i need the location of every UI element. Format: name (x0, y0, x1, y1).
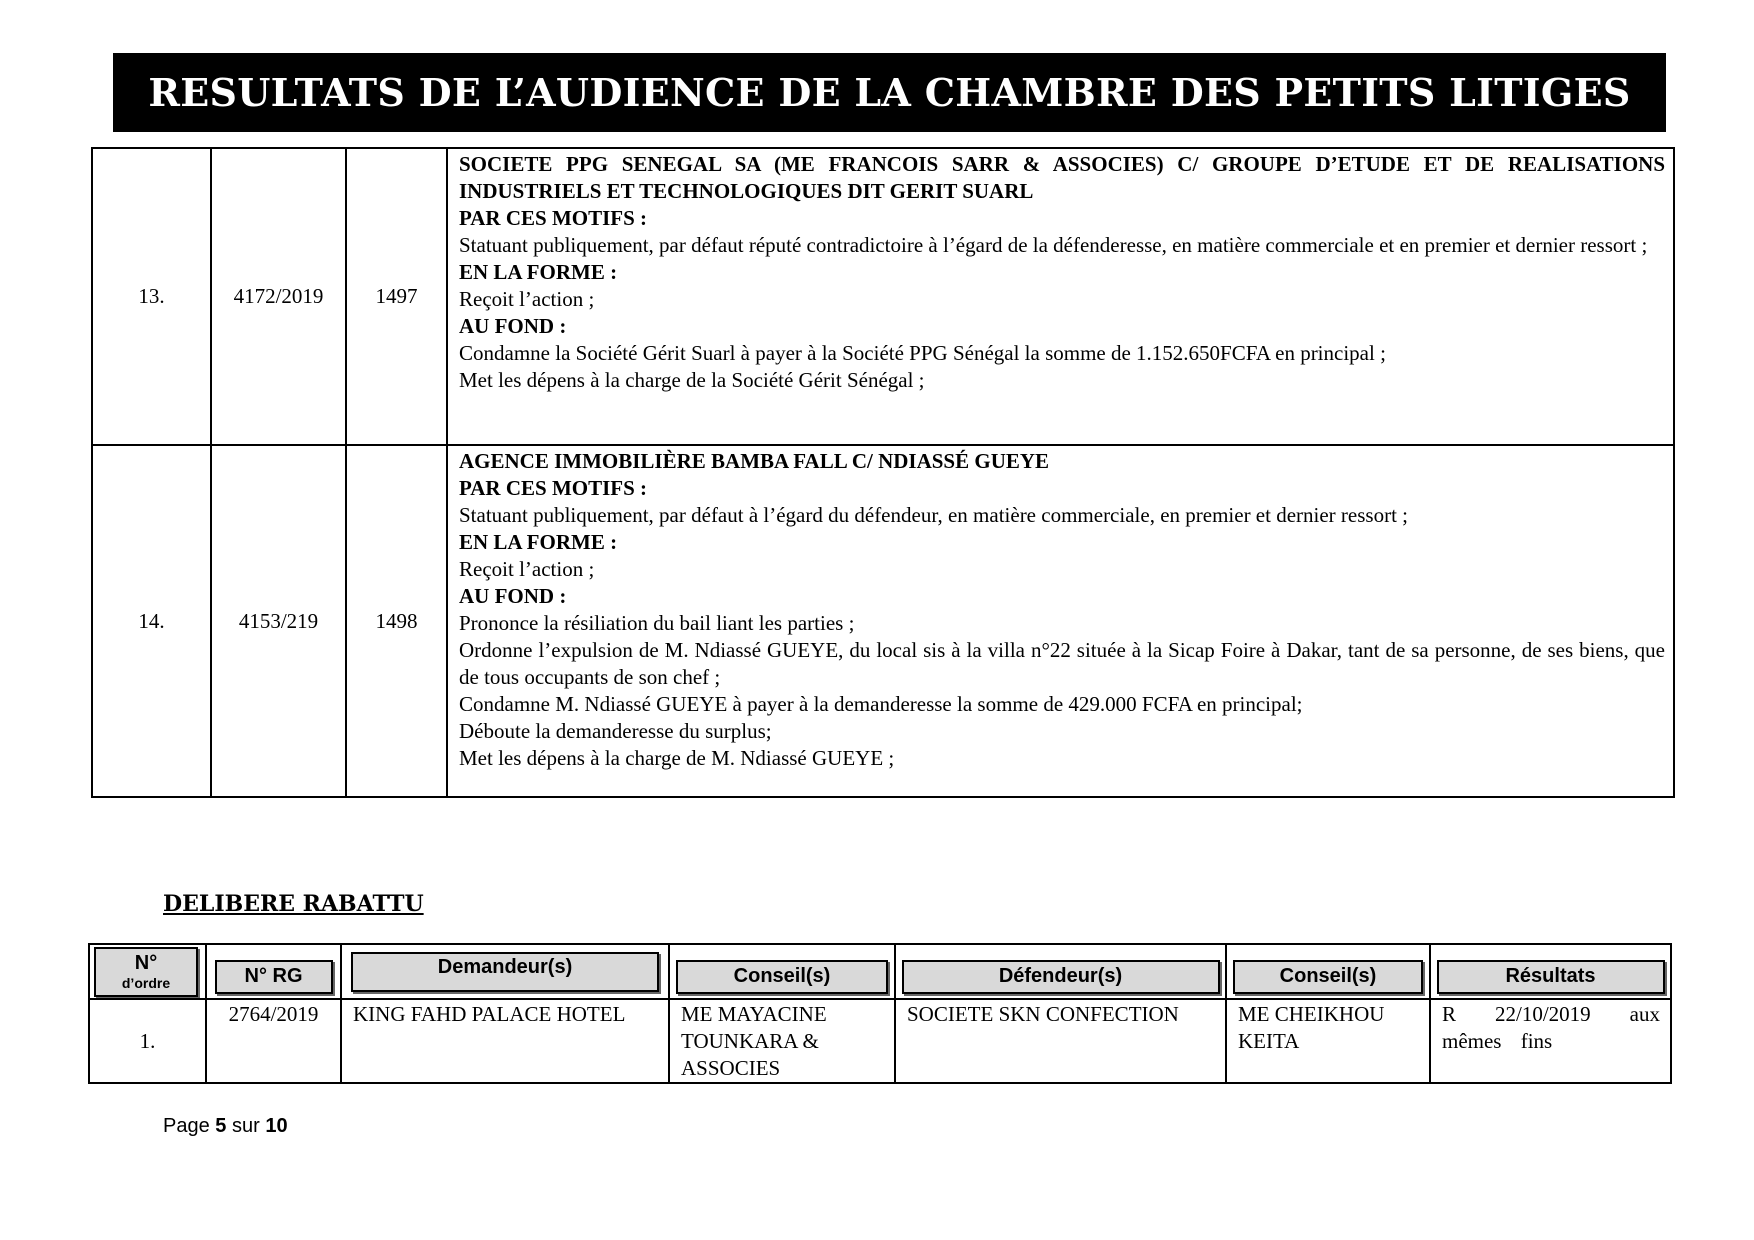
header-resultats: Résultats (1437, 960, 1665, 994)
case-rg: 4153/219 (211, 445, 346, 797)
header-defendeur: Défendeur(s) (902, 960, 1220, 994)
forme-text: Reçoit l’action ; (459, 557, 595, 581)
fond-line: Prononce la résiliation du bail liant les parties ; (459, 611, 855, 635)
header-conseil-demandeur: Conseil(s) (676, 960, 888, 994)
motifs-heading: PAR CES MOTIFS : (459, 476, 648, 500)
fond-line: Déboute la demanderesse du surplus; (459, 719, 772, 743)
forme-text: Reçoit l’action ; (459, 287, 595, 311)
table-header-row (89, 944, 1671, 999)
statuant-text: Statuant publiquement, par défaut réputé contradictoire à l’égard de la défenderesse, en matière commerciale et en premier et dernier ressort ; (459, 233, 1648, 257)
page-footer (163, 1115, 288, 1138)
footer-page-total: 10 (265, 1115, 288, 1137)
table-row (89, 999, 1671, 1083)
page-title: RESULTATS DE L’AUDIENCE DE LA CHAMBRE DES PETITS LITIGES (148, 70, 1631, 115)
case-parties: SOCIETE PPG SENEGAL SA (ME FRANCOIS SARR & ASSOCIES) C/ GROUPE D’ETUDE ET DE REALISATIONS INDUSTRIELS ET TECHNOLOGIQUES DIT GERIT SUARL (459, 152, 1665, 203)
footer-of-word: sur (231, 1115, 260, 1137)
forme-heading: EN LA FORME : (459, 260, 618, 284)
fond-heading: AU FOND : (459, 314, 567, 338)
forme-heading: EN LA FORME : (459, 530, 618, 554)
case-rg: 4172/2019 (211, 148, 346, 445)
header-ordre (94, 947, 198, 997)
header-cell (1226, 944, 1430, 999)
fond-line: Met les dépens à la charge de la Société Gérit Sénégal ; (459, 368, 925, 392)
header-cell (89, 944, 206, 999)
results-table (91, 147, 1675, 798)
header-ordre-label: N° (134, 952, 158, 974)
fond-line: Ordonne l’expulsion de M. Ndiassé GUEYE, du local sis à la villa n°22 située à la Sicap Foire à Dakar, tant de sa personne, de ses biens, que de tous occupants de son chef ; (459, 638, 1665, 689)
table-row (92, 445, 1674, 797)
header-cell (895, 944, 1226, 999)
header-cell (1430, 944, 1671, 999)
header-cell (341, 944, 669, 999)
cell-rg: 2764/2019 (206, 999, 341, 1083)
motifs-heading: PAR CES MOTIFS : (459, 206, 648, 230)
statuant-text: Statuant publiquement, par défaut à l’égard du défendeur, en matière commerciale, en premier et dernier ressort ; (459, 503, 1408, 527)
header-demandeur: Demandeur(s) (351, 952, 659, 992)
table-row (92, 148, 1674, 445)
cell-conseil-demandeur: ME MAYACINE TOUNKARA & ASSOCIES (669, 999, 895, 1083)
case-decision (447, 148, 1674, 445)
fond-line: Condamne la Société Gérit Suarl à payer à la Société PPG Sénégal la somme de 1.152.650FCFA en principal ; (459, 341, 1386, 365)
case-repertoire: 1497 (346, 148, 447, 445)
case-repertoire: 1498 (346, 445, 447, 797)
case-parties: AGENCE IMMOBILIÈRE BAMBA FALL C/ NDIASSÉ GUEYE (459, 449, 1050, 473)
fond-heading: AU FOND : (459, 584, 567, 608)
header-rg: N° RG (215, 960, 333, 994)
fond-line: Met les dépens à la charge de M. Ndiassé GUEYE ; (459, 746, 895, 770)
footer-page-word: Page (163, 1115, 210, 1137)
cell-demandeur: KING FAHD PALACE HOTEL (341, 999, 669, 1083)
header-cell (206, 944, 341, 999)
rabattu-table (88, 943, 1672, 1084)
page-banner (113, 53, 1666, 132)
footer-page-current: 5 (215, 1115, 227, 1137)
header-ordre-sub: d’ordre (121, 975, 171, 991)
header-conseil-defendeur: Conseil(s) (1233, 960, 1423, 994)
cell-ordre: 1. (89, 999, 206, 1083)
cell-conseil-defendeur: ME CHEIKHOU KEITA (1226, 999, 1430, 1083)
cell-defendeur: SOCIETE SKN CONFECTION (895, 999, 1226, 1083)
case-decision (447, 445, 1674, 797)
fond-line: Condamne M. Ndiassé GUEYE à payer à la demanderesse la somme de 429.000 FCFA en principal; (459, 692, 1303, 716)
header-cell (669, 944, 895, 999)
section-title: DELIBERE RABATTU (163, 891, 424, 917)
case-order: 13. (92, 148, 211, 445)
case-order: 14. (92, 445, 211, 797)
cell-resultats: R 22/10/2019 aux mêmes fins (1430, 999, 1671, 1083)
